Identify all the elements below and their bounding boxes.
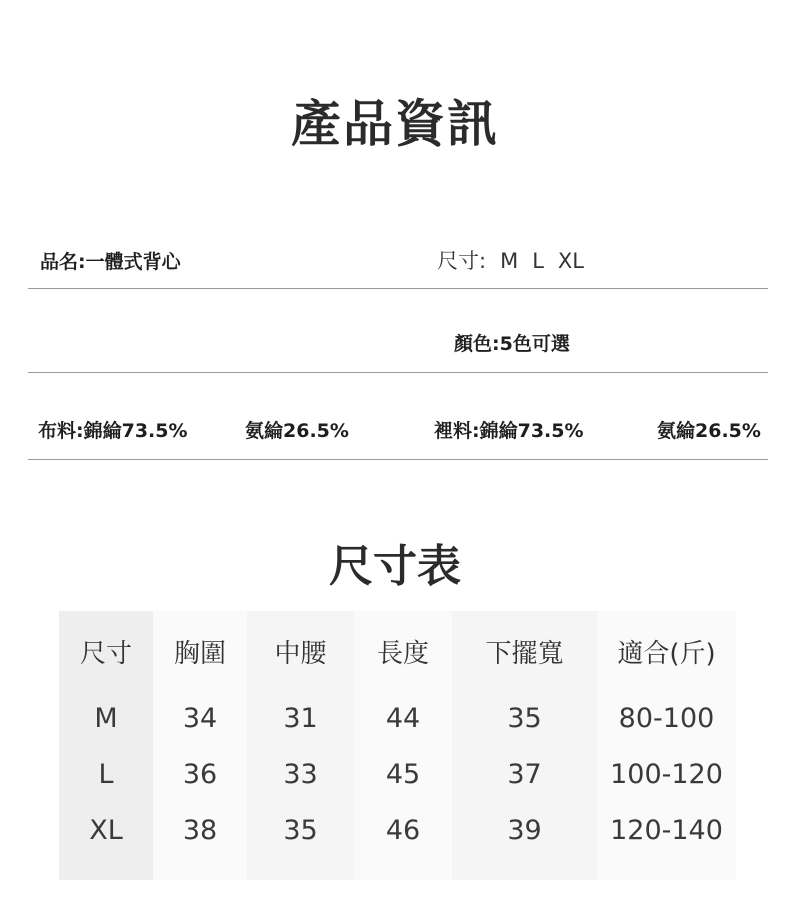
column-header: 中腰 xyxy=(274,639,327,669)
fabric-label: 布料: xyxy=(38,420,84,442)
table-cell: 45 xyxy=(385,759,421,790)
waist-column xyxy=(247,611,354,880)
table-cell: 120-140 xyxy=(610,815,723,846)
size-option-xl: XL xyxy=(557,249,584,273)
table-cell: L xyxy=(98,759,114,790)
table-cell: XL xyxy=(89,815,123,846)
table-cell: 80-100 xyxy=(618,703,715,734)
table-cell: 37 xyxy=(507,759,542,790)
table-cell: 39 xyxy=(507,815,542,846)
divider xyxy=(28,459,768,460)
size-options-label: 尺寸: xyxy=(437,249,487,273)
fabric-value-spandex: 氨綸26.5% xyxy=(245,420,349,442)
size-chart-title: 尺寸表 xyxy=(329,541,461,592)
size-options xyxy=(437,245,584,275)
hem-width-column xyxy=(452,611,597,880)
column-header: 適合(斤) xyxy=(617,639,716,669)
table-cell: 36 xyxy=(182,759,218,790)
table-cell: 38 xyxy=(182,815,218,846)
color-options: 顏色:5色可選 xyxy=(454,333,570,355)
size-chart-table xyxy=(59,611,736,880)
table-cell: 31 xyxy=(283,703,318,734)
lining-composition xyxy=(434,416,584,443)
table-cell: 35 xyxy=(283,815,318,846)
divider xyxy=(28,372,768,373)
column-header: 下擺寬 xyxy=(485,639,564,669)
table-cell: 33 xyxy=(283,759,318,790)
table-cell: 35 xyxy=(507,703,542,734)
fabric-value-nylon: 錦綸73.5% xyxy=(83,420,188,442)
size-option-m: M xyxy=(500,249,519,273)
table-cell: 100-120 xyxy=(610,759,723,790)
table-cell: 34 xyxy=(182,703,218,734)
lining-value-spandex: 氨綸26.5% xyxy=(657,420,761,442)
column-header: 胸圍 xyxy=(173,639,226,669)
size-column xyxy=(59,611,153,880)
table-cell: 46 xyxy=(385,815,421,846)
column-header: 長度 xyxy=(376,639,429,669)
table-cell: M xyxy=(94,703,118,734)
divider xyxy=(28,288,768,289)
fit-weight-column xyxy=(597,611,736,880)
column-header: 尺寸 xyxy=(79,639,132,669)
size-option-l: L xyxy=(532,249,544,273)
fabric-composition xyxy=(38,416,188,443)
page-title: 產品資訊 xyxy=(291,95,499,153)
length-column xyxy=(354,611,452,880)
lining-value-nylon: 錦綸73.5% xyxy=(479,420,584,442)
lining-label: 裡料: xyxy=(434,420,480,442)
table-cell: 44 xyxy=(385,703,421,734)
product-name xyxy=(40,247,181,274)
chest-column xyxy=(153,611,247,880)
product-name-value: 一體式背心 xyxy=(85,251,181,273)
product-name-label: 品名: xyxy=(40,251,86,273)
